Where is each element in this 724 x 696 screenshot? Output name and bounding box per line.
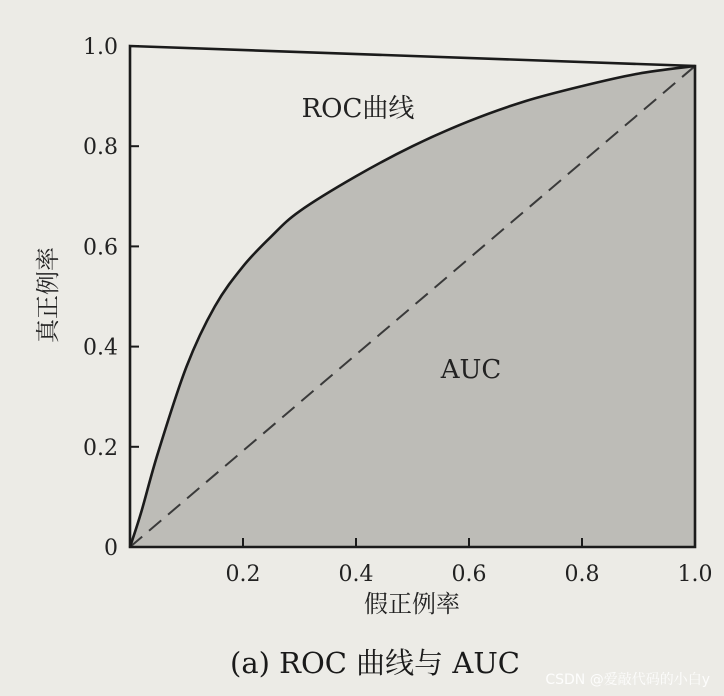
x-tick-label: 0.8 [564,562,600,587]
y-tick-label: 0.8 [83,135,118,161]
y-tick-label: 0.2 [83,435,118,461]
watermark: CSDN @爱敲代码的小白y [545,672,710,688]
y-tick-label: 0.6 [83,235,118,261]
y-axis-label: 真正例率 [34,247,62,343]
roc-curve-label: ROC曲线 [301,94,415,124]
x-axis-label: 假正例率 [364,590,460,618]
chart-caption: (a) ROC 曲线与 AUC [230,646,520,680]
x-tick-label: 0.6 [451,562,487,587]
y-tick-label: 1.0 [83,35,118,60]
x-tick-label: 1.0 [677,562,713,587]
y-tick-label: 0.4 [83,335,118,361]
x-tick-label: 0.2 [225,562,261,587]
y-tick-label: 0 [104,536,118,561]
x-tick-label: 0.4 [338,562,374,587]
auc-label: AUC [440,355,502,385]
